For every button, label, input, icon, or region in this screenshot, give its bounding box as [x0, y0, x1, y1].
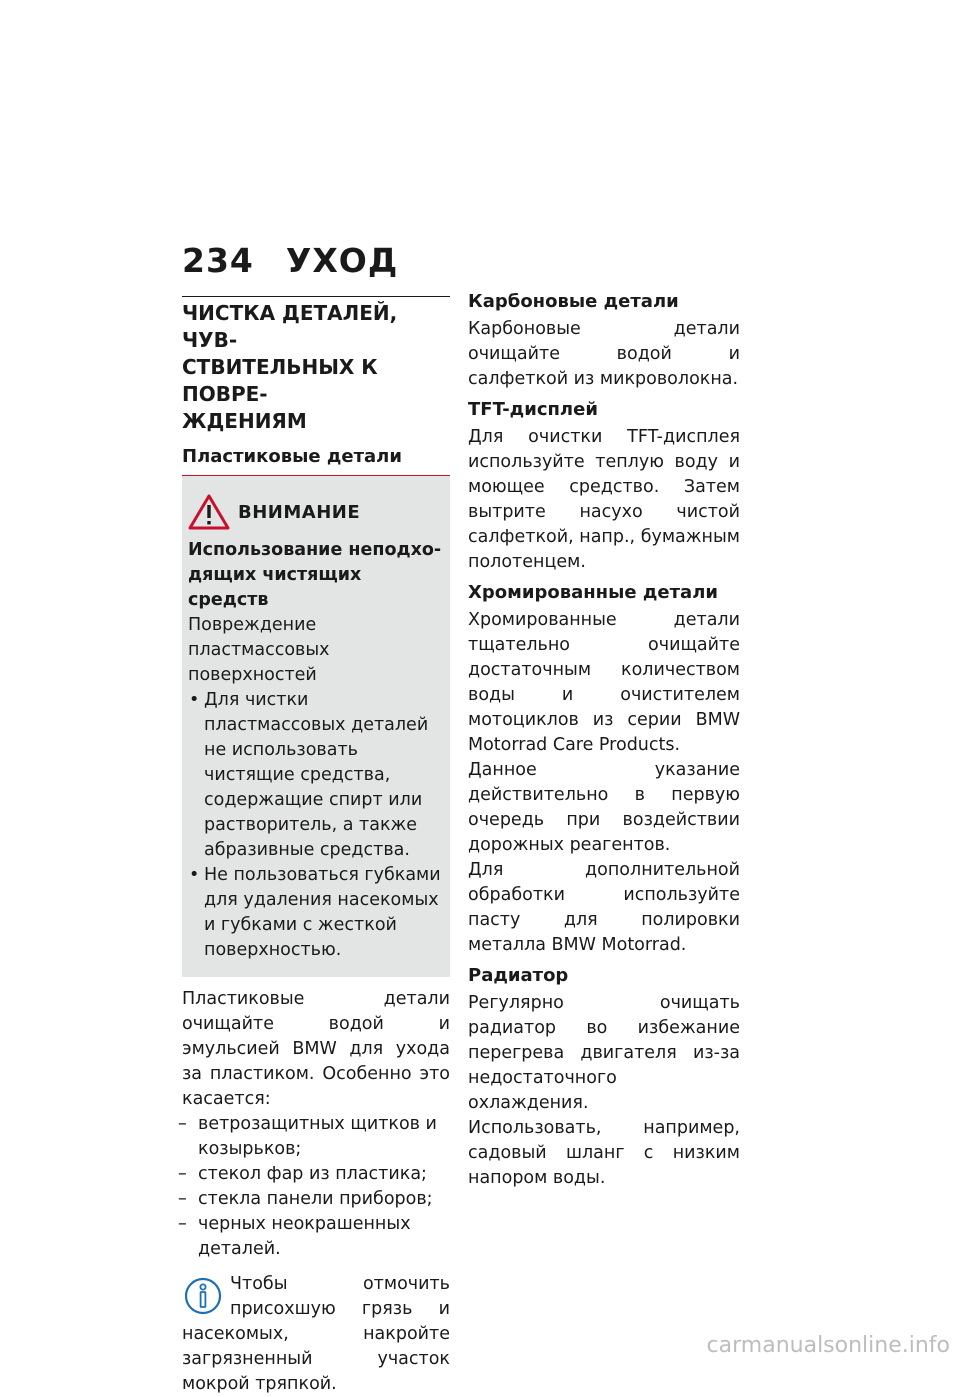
dash-item-text: стекла панели приборов; — [198, 1189, 433, 1209]
radiator-text-2: Использовать, например, садовый шланг с низким напором воды. — [468, 1118, 740, 1188]
subsection-title-carbon: Карбоновые детали — [468, 291, 679, 312]
section-title-line-1: ЧИСТКА ДЕТАЛЕЙ, ЧУВ- — [182, 301, 398, 352]
subsection-title-plastic: Пластиковые детали — [182, 446, 402, 467]
carbon-text: Карбоновые детали очищайте водой и салфеткой из микроволокна. — [468, 319, 740, 389]
warning-title-line-2: дящих чистящих средств — [188, 565, 362, 610]
list-item — [178, 1187, 450, 1212]
subsection-title-chrome: Хромированные детали — [468, 582, 718, 603]
plastic-body-text: Пластиковые детали очищайте водой и эмульсией BMW для ухода за пластиком. Особенно это касается: — [182, 989, 450, 1109]
bullet-marker: • — [189, 690, 200, 710]
warning-label: ВНИМАНИЕ — [238, 501, 361, 523]
section-title-line-2: СТВИТЕЛЬНЫХ К ПОВРЕ- — [182, 355, 378, 406]
list-item — [178, 1112, 450, 1162]
bullet-marker: • — [189, 865, 200, 885]
chrome-text-1: Хромированные детали тщательно очищайте достаточным количеством воды и очистителем мотоциклов из серии BMW Motorrad Care Products. — [468, 610, 740, 755]
section-title-line-3: ЖДЕНИЯМ — [182, 409, 307, 433]
subsection-title-radiator: Радиатор — [468, 965, 569, 986]
info-note — [182, 1272, 450, 1397]
radiator-text-1: Регулярно очищать радиатор во избежание перегрева двигателя из-за недостаточного охлаждения. — [468, 993, 740, 1113]
warning-bullet-text: Не пользоваться губками для удаления насекомых и губками с жесткой поверхностью. — [204, 865, 441, 960]
chrome-text-3: Для дополнительной обработки используйте пасту для полировки металла BMW Motorrad. — [468, 860, 740, 955]
page-header — [182, 241, 398, 280]
dash-item-text: черных неокрашенных деталей. — [198, 1214, 411, 1259]
dash-item-text: ветрозащитных щитков и козырьков; — [198, 1114, 437, 1159]
dash-item-text: стекол фар из пластика; — [198, 1164, 427, 1184]
dash-marker: – — [178, 1164, 187, 1184]
tft-text: Для очистки TFT-дисплея используйте теплую воду и моющее средство. Затем вытрите насухо чистой салфеткой, напр., бумажным полотенцем. — [468, 427, 740, 572]
section-rule — [182, 296, 450, 297]
chapter-title: УХОД — [285, 241, 399, 280]
left-column — [178, 296, 450, 1397]
list-item — [178, 1162, 450, 1187]
warning-triangle-icon — [188, 494, 230, 530]
subsection-title-tft: TFT-дисплей — [468, 399, 598, 420]
section-title — [182, 300, 450, 435]
dash-marker: – — [178, 1114, 187, 1134]
info-text: Чтобы отмочить присохшую грязь и насекомых, накройте загрязненный участок мокрой тряпкой. — [182, 1274, 450, 1394]
list-item — [188, 688, 444, 863]
warning-title — [188, 538, 444, 613]
dash-marker: – — [178, 1214, 187, 1234]
dash-marker: – — [178, 1189, 187, 1209]
page-number: 234 — [182, 241, 254, 280]
list-item — [188, 863, 444, 963]
chrome-text-2: Данное указание действительно в первую очередь при воздействии дорожных реагентов. — [468, 760, 740, 855]
watermark: carmanualsonline.info — [706, 1333, 950, 1358]
warning-header — [188, 494, 444, 530]
warning-consequence: Повреждение пластмассовых поверхностей — [188, 615, 330, 685]
warning-bullet-text: Для чистки пластмассовых деталей не использовать чистящие средства, содержащие спирт или растворитель, а также абразивные средства. — [204, 690, 429, 860]
warning-box — [182, 476, 450, 977]
right-column — [468, 290, 740, 1191]
dash-list — [178, 1112, 450, 1262]
warning-bullet-list — [188, 688, 444, 963]
info-icon — [184, 1276, 222, 1316]
list-item — [178, 1212, 450, 1262]
warning-title-line-1: Использование неподхо- — [188, 540, 442, 560]
